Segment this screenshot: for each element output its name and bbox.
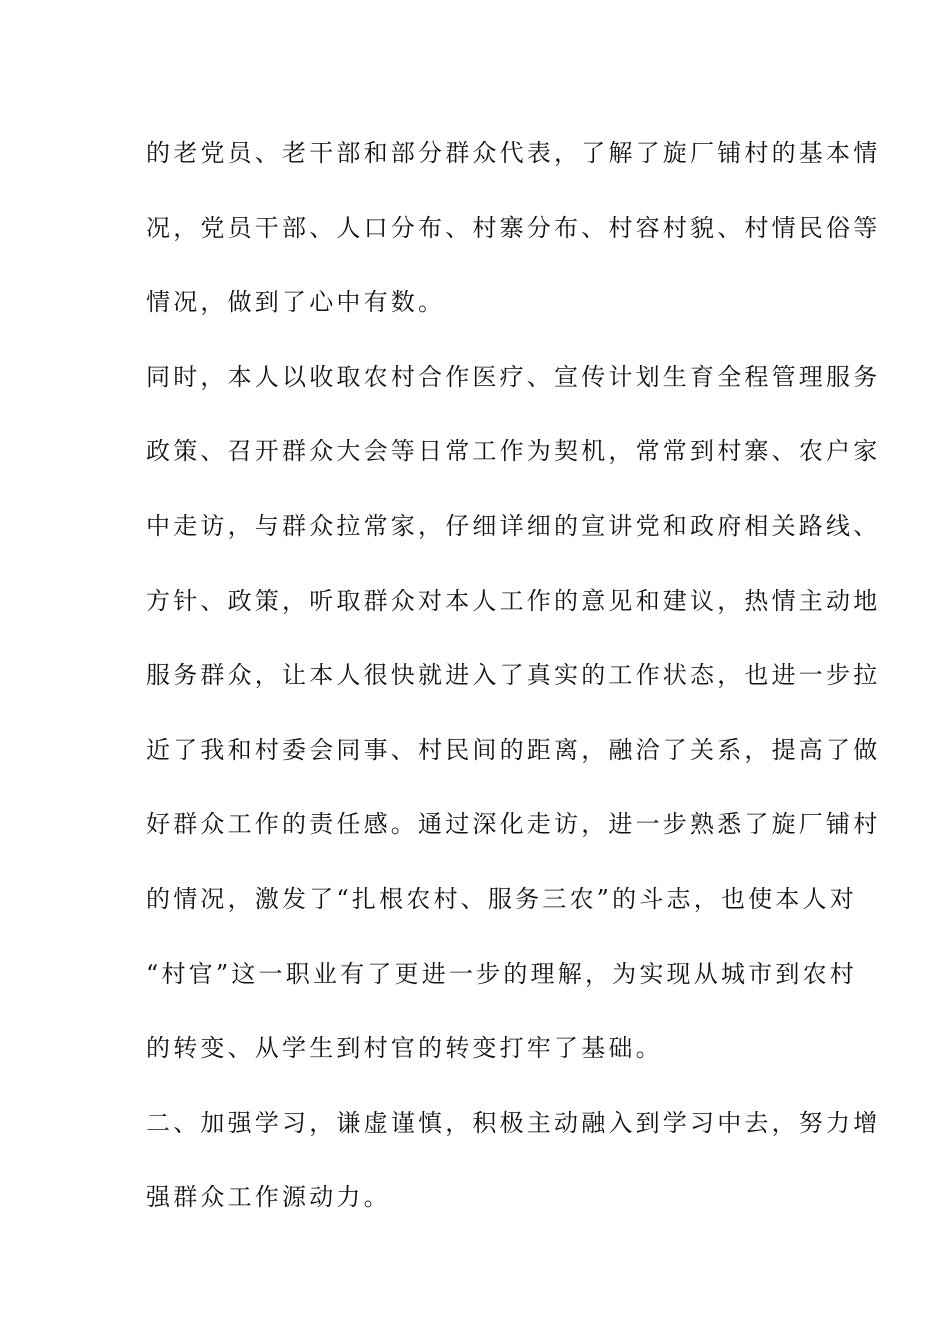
text-line: 好群众工作的责任感。通过深化走访，进一步熟悉了旋厂铺村 [146,810,881,839]
document-body [146,128,881,1247]
text-line: 的老党员、老干部和部分群众代表，了解了旋厂铺村的基本情 [146,139,881,167]
text-line: 况，党员干部、人口分布、村寨分布、村容村貌、村情民俗等 [146,213,881,242]
text-line: 中走访，与群众拉常家，仔细详细的宣讲党和政府相关路线、 [146,511,881,540]
text-line: “村官”这一职业有了更进一步的理解，为实现从城市到农村 [146,959,857,988]
text-line: 强群众工作源动力。 [146,1183,391,1212]
text-line: 政策、召开群众大会等日常工作为契机，常常到村寨、农户家 [146,437,881,466]
text-line: 的转变、从学生到村官的转变打牢了基础。 [146,1034,663,1063]
text-line: 服务群众，让本人很快就进入了真实的工作状态，也进一步拉 [146,661,881,690]
text-line: 的情况，激发了“扎根农村、服务三农”的斗志，也使本人对 [146,884,857,913]
text-line: 情况，做到了心中有数。 [146,288,446,317]
text-line: 近了我和村委会同事、村民间的距离，融洽了关系，提高了做 [146,735,881,764]
text-line: 方针、政策，听取群众对本人工作的意见和建议，热情主动地 [146,586,881,615]
text-line: 二、加强学习，谦虚谨慎，积极主动融入到学习中去，努力增 [146,1108,881,1137]
text-line: 同时，本人以收取农村合作医疗、宣传计划生育全程管理服务 [146,362,881,391]
